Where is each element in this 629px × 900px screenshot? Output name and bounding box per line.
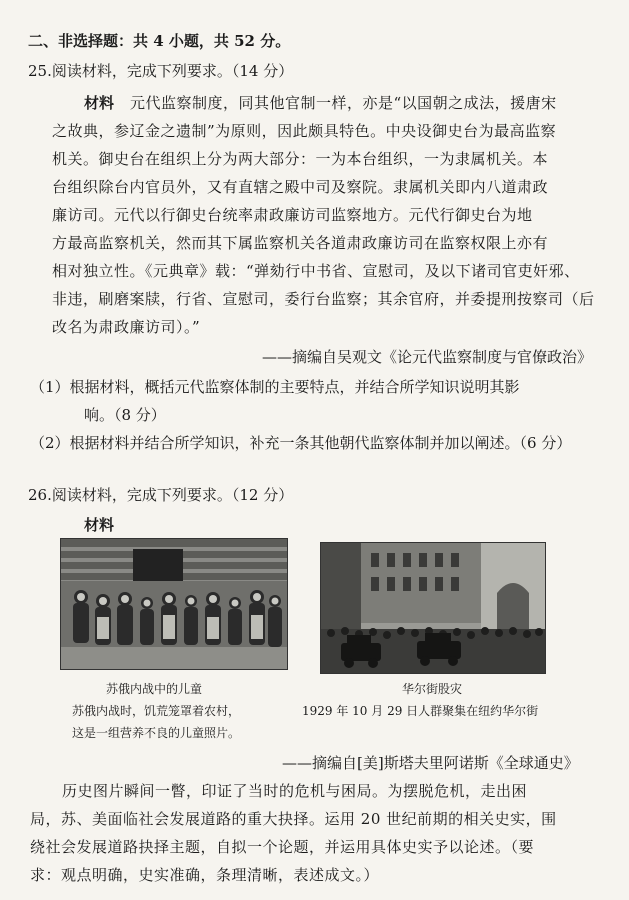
q25-subquestion-2: （2）根据材料并结合所学知识，补充一条其他朝代监察体制并加以阐述。（6 分） (30, 434, 572, 452)
children-photo-caption-line-2: 这是一组营养不良的儿童照片。 (72, 726, 241, 740)
q25-material-line-6: 相对独立性。《元典章》载：“弹劾行中书省、宣慰司，及以下诸司官吏奸邪、 (52, 262, 580, 280)
q25-subquestion-1-line-2: 响。（8 分） (84, 406, 166, 424)
wall-street-photo-image (321, 543, 545, 673)
q25-material-line-5: 方最高监察机关，然而其下属监察机关各道肃政廉访司在监察权限上亦有 (52, 234, 549, 252)
wall-street-caption-title: 华尔街股灾 (402, 682, 463, 696)
children-photo-caption-title: 苏俄内战中的儿童 (106, 682, 203, 696)
q26-body-line-3: 求：观点明确，史实准确，条理清晰，表述成文。） (30, 866, 380, 884)
q25-source: ——摘编自吴观文《论元代监察制度与官僚政治》 (262, 348, 593, 366)
q25-material-line-2: 机关。御史台在组织上分为两大部分：一为本台组织，一为隶属机关。本 (52, 150, 549, 168)
q25-material-line-7: 非违，刷磨案牍，行省、宣慰司，委行台监察；其余官府，并委提刑按察司（后 (52, 290, 595, 308)
q25-material-line-1: 之故典，参辽金之遗制”为原则，因此颇具特色。中央设御史台为最高监察 (52, 122, 557, 140)
wall-street-caption-line-1: 1929 年 10 月 29 日人群聚集在纽约华尔街 (302, 704, 539, 718)
q26-body-line-2: 绕社会发展道路抉择主题，自拟一个论题，并运用具体史实予以论述。（要 (30, 838, 535, 856)
children-photo (60, 538, 288, 670)
q26-source: ——摘编自[美]斯塔夫里阿诺斯《全球通史》 (282, 754, 579, 772)
q26-body-line-1: 局，苏、美面临社会发展道路的重大抉择。运用 20 世纪前期的相关史实，围 (30, 810, 557, 828)
q25-material-line-0: 元代监察制度，同其他官制一样，亦是“以国朝之成法，援唐宋 (130, 94, 557, 112)
q26-body-line-0: 历史图片瞬间一瞥，印证了当时的危机与困局。为摆脱危机，走出困 (62, 782, 528, 800)
q25-material-line-4: 廉访司。元代以行御史台统率肃政廉访司监察地方。元代行御史台为地 (52, 206, 533, 224)
children-photo-image (61, 539, 287, 669)
q25-subquestion-1-line-1: （1）根据材料，概括元代监察体制的主要特点，并结合所学知识说明其影 (30, 378, 520, 396)
q25-material-line-8: 改名为肃政廉访司）。” (52, 318, 201, 336)
children-photo-caption-line-1: 苏俄内战时，饥荒笼罩着农村， (72, 704, 241, 718)
q26-title: 26.阅读材料，完成下列要求。（12 分） (28, 486, 294, 504)
section-header: 二、非选择题：共 4 小题，共 52 分。 (28, 32, 291, 50)
q25-title: 25.阅读材料，完成下列要求。（14 分） (28, 62, 294, 80)
wall-street-photo (320, 542, 546, 674)
q25-material-line-3: 台组织除台内官员外，又有直辖之殿中司及察院。隶属机关即内八道肃政 (52, 178, 549, 196)
q26-material-label: 材料 (84, 516, 115, 534)
q25-material-label: 材料 (84, 94, 115, 112)
